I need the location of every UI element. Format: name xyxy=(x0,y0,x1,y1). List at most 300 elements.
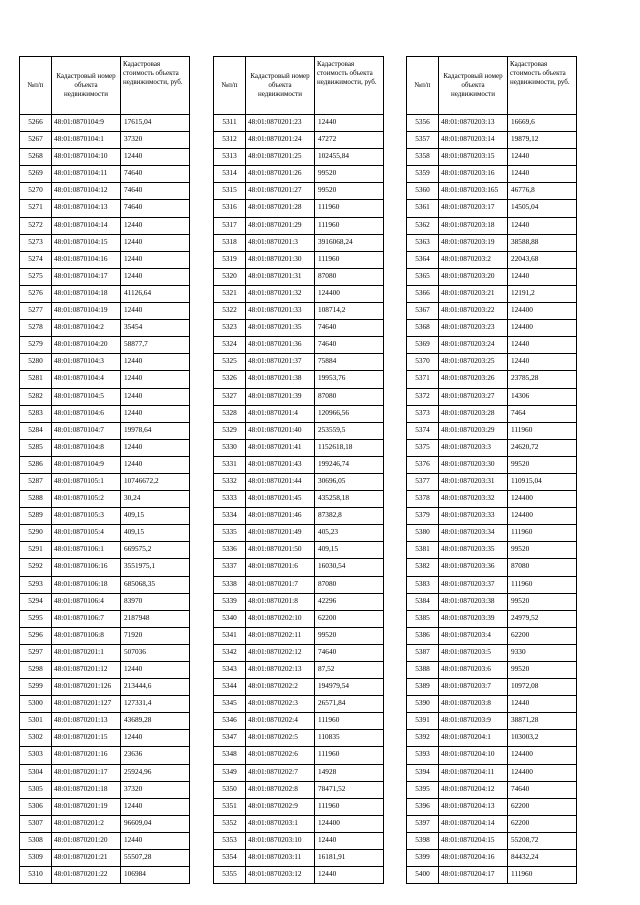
table-row xyxy=(407,371,577,388)
cadastral-cost: 124400 xyxy=(508,491,577,508)
row-number: 5358 xyxy=(407,149,439,166)
row-number: 5364 xyxy=(407,251,439,268)
cadastral-number: 48:01:0870201:3 xyxy=(246,234,315,251)
row-number: 5386 xyxy=(407,627,439,644)
table-row xyxy=(407,388,577,405)
cadastral-cost: 12440 xyxy=(121,251,190,268)
cadastral-number: 48:01:0870202:13 xyxy=(246,662,315,679)
cadastral-number: 48:01:0870202:2 xyxy=(246,679,315,696)
row-number: 5355 xyxy=(214,867,246,884)
cadastral-cost: 111960 xyxy=(508,867,577,884)
table-row xyxy=(214,234,384,251)
row-number: 5296 xyxy=(20,627,52,644)
row-number: 5375 xyxy=(407,439,439,456)
table-row xyxy=(20,491,190,508)
cadastral-number: 48:01:0870201:41 xyxy=(246,439,315,456)
table-row xyxy=(214,730,384,747)
cadastral-number: 48:01:0870104:2 xyxy=(52,320,121,337)
table-row xyxy=(407,303,577,320)
row-number: 5353 xyxy=(214,832,246,849)
table-row xyxy=(407,234,577,251)
table-row xyxy=(20,644,190,661)
table-row xyxy=(407,354,577,371)
cadastral-number: 48:01:0870202:7 xyxy=(246,764,315,781)
cadastral-cost: 124400 xyxy=(508,747,577,764)
table-row xyxy=(20,200,190,217)
cadastral-cost: 30,24 xyxy=(121,491,190,508)
row-number: 5391 xyxy=(407,713,439,730)
row-number: 5297 xyxy=(20,644,52,661)
table-row xyxy=(214,593,384,610)
cadastral-cost: 110835 xyxy=(315,730,384,747)
row-number: 5351 xyxy=(214,798,246,815)
table-row xyxy=(20,508,190,525)
cadastral-cost: 87,52 xyxy=(315,662,384,679)
cadastral-number: 48:01:0870201:28 xyxy=(246,200,315,217)
cadastral-cost: 124400 xyxy=(508,764,577,781)
table-row xyxy=(214,867,384,884)
table-row xyxy=(20,149,190,166)
table-row xyxy=(20,217,190,234)
row-number: 5322 xyxy=(214,303,246,320)
row-number: 5346 xyxy=(214,713,246,730)
header-cadastral: Кадастровый номер объекта недвижимости xyxy=(246,57,315,115)
cadastral-number: 48:01:0870201:26 xyxy=(246,166,315,183)
row-number: 5312 xyxy=(214,132,246,149)
cadastral-cost: 9330 xyxy=(508,644,577,661)
table-row xyxy=(214,200,384,217)
cadastral-number: 48:01:0870203:15 xyxy=(439,149,508,166)
cadastral-number: 48:01:0870204:11 xyxy=(439,764,508,781)
table-row xyxy=(214,559,384,576)
cadastral-number: 48:01:0870104:3 xyxy=(52,354,121,371)
cadastral-cost: 16181,91 xyxy=(315,850,384,867)
cadastral-number: 48:01:0870203:31 xyxy=(439,473,508,490)
cadastral-number: 48:01:0870104:5 xyxy=(52,388,121,405)
row-number: 5276 xyxy=(20,285,52,302)
cadastral-cost: 12440 xyxy=(121,456,190,473)
cadastral-number: 48:01:0870201:15 xyxy=(52,730,121,747)
cadastral-number: 48:01:0870201:33 xyxy=(246,303,315,320)
cadastral-number: 48:01:0870204:16 xyxy=(439,850,508,867)
table-row xyxy=(20,183,190,200)
table-row xyxy=(20,764,190,781)
table-row xyxy=(214,217,384,234)
cadastral-number: 48:01:0870203:28 xyxy=(439,405,508,422)
table-row xyxy=(20,610,190,627)
table-row xyxy=(214,354,384,371)
row-number: 5366 xyxy=(407,285,439,302)
row-number: 5280 xyxy=(20,354,52,371)
cadastral-cost: 12440 xyxy=(121,388,190,405)
cadastral-number: 48:01:0870201:6 xyxy=(246,559,315,576)
row-number: 5389 xyxy=(407,679,439,696)
table-row xyxy=(214,713,384,730)
row-number: 5367 xyxy=(407,303,439,320)
row-number: 5319 xyxy=(214,251,246,268)
cadastral-cost: 12440 xyxy=(121,832,190,849)
cadastral-number: 48:01:0870203:3 xyxy=(439,439,508,456)
cadastral-cost: 43689,28 xyxy=(121,713,190,730)
table-row xyxy=(214,371,384,388)
row-number: 5395 xyxy=(407,781,439,798)
cadastral-number: 48:01:0870104:1 xyxy=(52,132,121,149)
cadastral-cost: 62200 xyxy=(508,815,577,832)
cadastral-number: 48:01:0870201:8 xyxy=(246,593,315,610)
row-number: 5377 xyxy=(407,473,439,490)
table-row xyxy=(20,354,190,371)
row-number: 5305 xyxy=(20,781,52,798)
table-row xyxy=(214,115,384,132)
row-number: 5379 xyxy=(407,508,439,525)
cadastral-number: 48:01:0870201:29 xyxy=(246,217,315,234)
table-row xyxy=(407,422,577,439)
cadastral-number: 48:01:0870201:127 xyxy=(52,696,121,713)
cadastral-cost: 99520 xyxy=(508,662,577,679)
row-number: 5325 xyxy=(214,354,246,371)
row-number: 5371 xyxy=(407,371,439,388)
cadastral-number: 48:01:0870104:8 xyxy=(52,439,121,456)
cadastral-number: 48:01:0870203:16 xyxy=(439,166,508,183)
table-row xyxy=(20,627,190,644)
table-row xyxy=(20,798,190,815)
cadastral-cost: 23636 xyxy=(121,747,190,764)
row-number: 5324 xyxy=(214,337,246,354)
cadastral-cost: 127331,4 xyxy=(121,696,190,713)
cadastral-cost: 12440 xyxy=(315,115,384,132)
table-row xyxy=(407,337,577,354)
cadastral-cost: 35454 xyxy=(121,320,190,337)
cadastral-number: 48:01:0870203:23 xyxy=(439,320,508,337)
row-number: 5370 xyxy=(407,354,439,371)
cadastral-number: 48:01:0870104:19 xyxy=(52,303,121,320)
table-row xyxy=(214,132,384,149)
row-number: 5267 xyxy=(20,132,52,149)
row-number: 5400 xyxy=(407,867,439,884)
cadastral-number: 48:01:0870202:3 xyxy=(246,696,315,713)
table-row xyxy=(407,251,577,268)
cadastral-cost: 12440 xyxy=(121,303,190,320)
cadastral-number: 48:01:0870203:9 xyxy=(439,713,508,730)
row-number: 5357 xyxy=(407,132,439,149)
table-row xyxy=(407,850,577,867)
table-row xyxy=(20,576,190,593)
cadastral-cost: 38588,88 xyxy=(508,234,577,251)
row-number: 5298 xyxy=(20,662,52,679)
cadastral-cost: 10972,08 xyxy=(508,679,577,696)
row-number: 5384 xyxy=(407,593,439,610)
cadastral-cost: 12440 xyxy=(121,730,190,747)
row-number: 5301 xyxy=(20,713,52,730)
table-row xyxy=(214,439,384,456)
row-number: 5398 xyxy=(407,832,439,849)
cadastral-cost: 12440 xyxy=(121,405,190,422)
cadastral-number: 48:01:0870203:21 xyxy=(439,285,508,302)
table-row xyxy=(20,593,190,610)
table-row xyxy=(20,405,190,422)
row-number: 5388 xyxy=(407,662,439,679)
row-number: 5368 xyxy=(407,320,439,337)
cadastral-cost: 74640 xyxy=(121,183,190,200)
cadastral-number: 48:01:0870201:50 xyxy=(246,542,315,559)
cadastral-cost: 58877,7 xyxy=(121,337,190,354)
row-number: 5283 xyxy=(20,405,52,422)
cadastral-cost: 111960 xyxy=(315,747,384,764)
row-number: 5356 xyxy=(407,115,439,132)
row-number: 5273 xyxy=(20,234,52,251)
row-number: 5327 xyxy=(214,388,246,405)
table-row xyxy=(407,456,577,473)
row-number: 5363 xyxy=(407,234,439,251)
cadastral-number: 48:01:0870204:15 xyxy=(439,832,508,849)
registry-table-2 xyxy=(213,56,384,884)
row-number: 5341 xyxy=(214,627,246,644)
table-row xyxy=(407,610,577,627)
cadastral-cost: 124400 xyxy=(315,285,384,302)
table-row xyxy=(214,183,384,200)
cadastral-number: 48:01:0870105:1 xyxy=(52,473,121,490)
cadastral-cost: 30696,05 xyxy=(315,473,384,490)
cadastral-cost: 37320 xyxy=(121,781,190,798)
cadastral-cost: 405,23 xyxy=(315,525,384,542)
cadastral-number: 48:01:0870202:12 xyxy=(246,644,315,661)
row-number: 5336 xyxy=(214,542,246,559)
cadastral-number: 48:01:0870104:16 xyxy=(52,251,121,268)
table-row xyxy=(20,320,190,337)
table-row xyxy=(214,422,384,439)
row-number: 5277 xyxy=(20,303,52,320)
table-row xyxy=(214,542,384,559)
cadastral-cost: 111960 xyxy=(508,525,577,542)
cadastral-number: 48:01:0870203:38 xyxy=(439,593,508,610)
row-number: 5303 xyxy=(20,747,52,764)
table-row xyxy=(214,405,384,422)
table-row xyxy=(20,473,190,490)
cadastral-cost: 99520 xyxy=(508,542,577,559)
row-number: 5396 xyxy=(407,798,439,815)
cadastral-cost: 12440 xyxy=(121,268,190,285)
row-number: 5337 xyxy=(214,559,246,576)
table-row xyxy=(214,303,384,320)
row-number: 5326 xyxy=(214,371,246,388)
cadastral-cost: 19978,64 xyxy=(121,422,190,439)
cadastral-number: 48:01:0870201:37 xyxy=(246,354,315,371)
cadastral-cost: 2187948 xyxy=(121,610,190,627)
table-row xyxy=(407,764,577,781)
table-row xyxy=(20,525,190,542)
table-row xyxy=(407,217,577,234)
cadastral-number: 48:01:0870201:35 xyxy=(246,320,315,337)
cadastral-cost: 103003,2 xyxy=(508,730,577,747)
cadastral-cost: 74640 xyxy=(121,166,190,183)
cadastral-number: 48:01:0870203:12 xyxy=(246,867,315,884)
cadastral-number: 48:01:0870201:18 xyxy=(52,781,121,798)
row-number: 5317 xyxy=(214,217,246,234)
table-body xyxy=(20,115,190,884)
cadastral-cost: 12440 xyxy=(121,439,190,456)
table-row xyxy=(407,525,577,542)
cadastral-number: 48:01:0870201:49 xyxy=(246,525,315,542)
cadastral-cost: 83970 xyxy=(121,593,190,610)
cadastral-cost: 62200 xyxy=(315,610,384,627)
cadastral-cost: 55208,72 xyxy=(508,832,577,849)
cadastral-number: 48:01:0870202:8 xyxy=(246,781,315,798)
row-number: 5339 xyxy=(214,593,246,610)
table-row xyxy=(214,388,384,405)
table-row xyxy=(20,268,190,285)
cadastral-number: 48:01:0870203:27 xyxy=(439,388,508,405)
table-row xyxy=(407,593,577,610)
cadastral-cost: 12440 xyxy=(508,337,577,354)
cadastral-cost: 124400 xyxy=(508,303,577,320)
table-row xyxy=(214,798,384,815)
table-row xyxy=(214,832,384,849)
cadastral-cost: 74640 xyxy=(315,337,384,354)
cadastral-cost: 102455,84 xyxy=(315,149,384,166)
table-row xyxy=(20,713,190,730)
cadastral-cost: 199246,74 xyxy=(315,456,384,473)
header-num: №п/п xyxy=(214,57,246,115)
header-num: №п/п xyxy=(407,57,439,115)
row-number: 5309 xyxy=(20,850,52,867)
table-row xyxy=(20,285,190,302)
table-body xyxy=(407,115,577,884)
cadastral-cost: 23785,28 xyxy=(508,371,577,388)
row-number: 5289 xyxy=(20,508,52,525)
cadastral-cost: 124400 xyxy=(508,508,577,525)
cadastral-cost: 16030,54 xyxy=(315,559,384,576)
cadastral-cost: 12440 xyxy=(121,217,190,234)
cadastral-cost: 99520 xyxy=(315,627,384,644)
table-row xyxy=(20,422,190,439)
cadastral-cost: 38871,28 xyxy=(508,713,577,730)
cadastral-cost: 507036 xyxy=(121,644,190,661)
table-row xyxy=(407,268,577,285)
cadastral-number: 48:01:0870203:19 xyxy=(439,234,508,251)
table-row xyxy=(214,251,384,268)
cadastral-cost: 253559,5 xyxy=(315,422,384,439)
table-body xyxy=(214,115,384,884)
row-number: 5271 xyxy=(20,200,52,217)
cadastral-number: 48:01:0870201:46 xyxy=(246,508,315,525)
table-row xyxy=(407,730,577,747)
row-number: 5299 xyxy=(20,679,52,696)
table-row xyxy=(214,166,384,183)
registry-table-3 xyxy=(406,56,577,884)
cadastral-number: 48:01:0870203:33 xyxy=(439,508,508,525)
cadastral-number: 48:01:0870201:44 xyxy=(246,473,315,490)
cadastral-cost: 409,15 xyxy=(121,525,190,542)
row-number: 5282 xyxy=(20,388,52,405)
cadastral-number: 48:01:0870104:12 xyxy=(52,183,121,200)
cadastral-cost: 3916068,24 xyxy=(315,234,384,251)
table-row xyxy=(214,337,384,354)
table-row xyxy=(407,798,577,815)
table-row xyxy=(407,200,577,217)
row-number: 5393 xyxy=(407,747,439,764)
table-row xyxy=(407,542,577,559)
cadastral-cost: 24620,72 xyxy=(508,439,577,456)
cadastral-cost: 62200 xyxy=(508,798,577,815)
table-row xyxy=(20,850,190,867)
cadastral-number: 48:01:0870203:29 xyxy=(439,422,508,439)
table-row xyxy=(20,371,190,388)
cadastral-cost: 24979,52 xyxy=(508,610,577,627)
cadastral-number: 48:01:0870201:39 xyxy=(246,388,315,405)
cadastral-number: 48:01:0870203:165 xyxy=(439,183,508,200)
cadastral-cost: 12440 xyxy=(121,354,190,371)
row-number: 5376 xyxy=(407,456,439,473)
cadastral-cost: 14306 xyxy=(508,388,577,405)
cadastral-number: 48:01:0870203:22 xyxy=(439,303,508,320)
table-row xyxy=(407,405,577,422)
row-number: 5278 xyxy=(20,320,52,337)
cadastral-number: 48:01:0870203:11 xyxy=(246,850,315,867)
cadastral-number: 48:01:0870203:34 xyxy=(439,525,508,542)
cadastral-number: 48:01:0870106:1 xyxy=(52,542,121,559)
cadastral-cost: 74640 xyxy=(315,644,384,661)
row-number: 5270 xyxy=(20,183,52,200)
table-row xyxy=(20,388,190,405)
table-row xyxy=(407,320,577,337)
cadastral-cost: 84432,24 xyxy=(508,850,577,867)
table-row xyxy=(407,183,577,200)
cadastral-cost: 87080 xyxy=(315,268,384,285)
cadastral-number: 48:01:0870104:15 xyxy=(52,234,121,251)
table-row xyxy=(214,764,384,781)
row-number: 5318 xyxy=(214,234,246,251)
cadastral-cost: 12440 xyxy=(315,832,384,849)
table-row xyxy=(214,696,384,713)
cadastral-cost: 12440 xyxy=(508,696,577,713)
cadastral-cost: 12440 xyxy=(508,149,577,166)
table-row xyxy=(20,815,190,832)
cadastral-number: 48:01:0870203:5 xyxy=(439,644,508,661)
table-row xyxy=(214,627,384,644)
cadastral-number: 48:01:0870201:1 xyxy=(52,644,121,661)
cadastral-cost: 12440 xyxy=(508,354,577,371)
cadastral-number: 48:01:0870202:4 xyxy=(246,713,315,730)
row-number: 5275 xyxy=(20,268,52,285)
cadastral-number: 48:01:0870203:10 xyxy=(246,832,315,849)
row-number: 5378 xyxy=(407,491,439,508)
row-number: 5316 xyxy=(214,200,246,217)
table-header-row xyxy=(407,57,577,115)
table-row xyxy=(407,713,577,730)
cadastral-number: 48:01:0870104:6 xyxy=(52,405,121,422)
table-row xyxy=(407,747,577,764)
row-number: 5360 xyxy=(407,183,439,200)
cadastral-number: 48:01:0870106:18 xyxy=(52,576,121,593)
cadastral-number: 48:01:0870106:16 xyxy=(52,559,121,576)
table-row xyxy=(407,132,577,149)
table-row xyxy=(20,166,190,183)
row-number: 5302 xyxy=(20,730,52,747)
cadastral-cost: 108714,2 xyxy=(315,303,384,320)
row-number: 5347 xyxy=(214,730,246,747)
cadastral-number: 48:01:0870104:17 xyxy=(52,268,121,285)
cadastral-number: 48:01:0870201:23 xyxy=(246,115,315,132)
row-number: 5329 xyxy=(214,422,246,439)
table-row xyxy=(20,832,190,849)
table-row xyxy=(214,508,384,525)
cadastral-number: 48:01:0870201:7 xyxy=(246,576,315,593)
cadastral-cost: 124400 xyxy=(315,815,384,832)
cadastral-number: 48:01:0870203:39 xyxy=(439,610,508,627)
cadastral-cost: 22043,68 xyxy=(508,251,577,268)
cadastral-number: 48:01:0870203:20 xyxy=(439,268,508,285)
row-number: 5331 xyxy=(214,456,246,473)
